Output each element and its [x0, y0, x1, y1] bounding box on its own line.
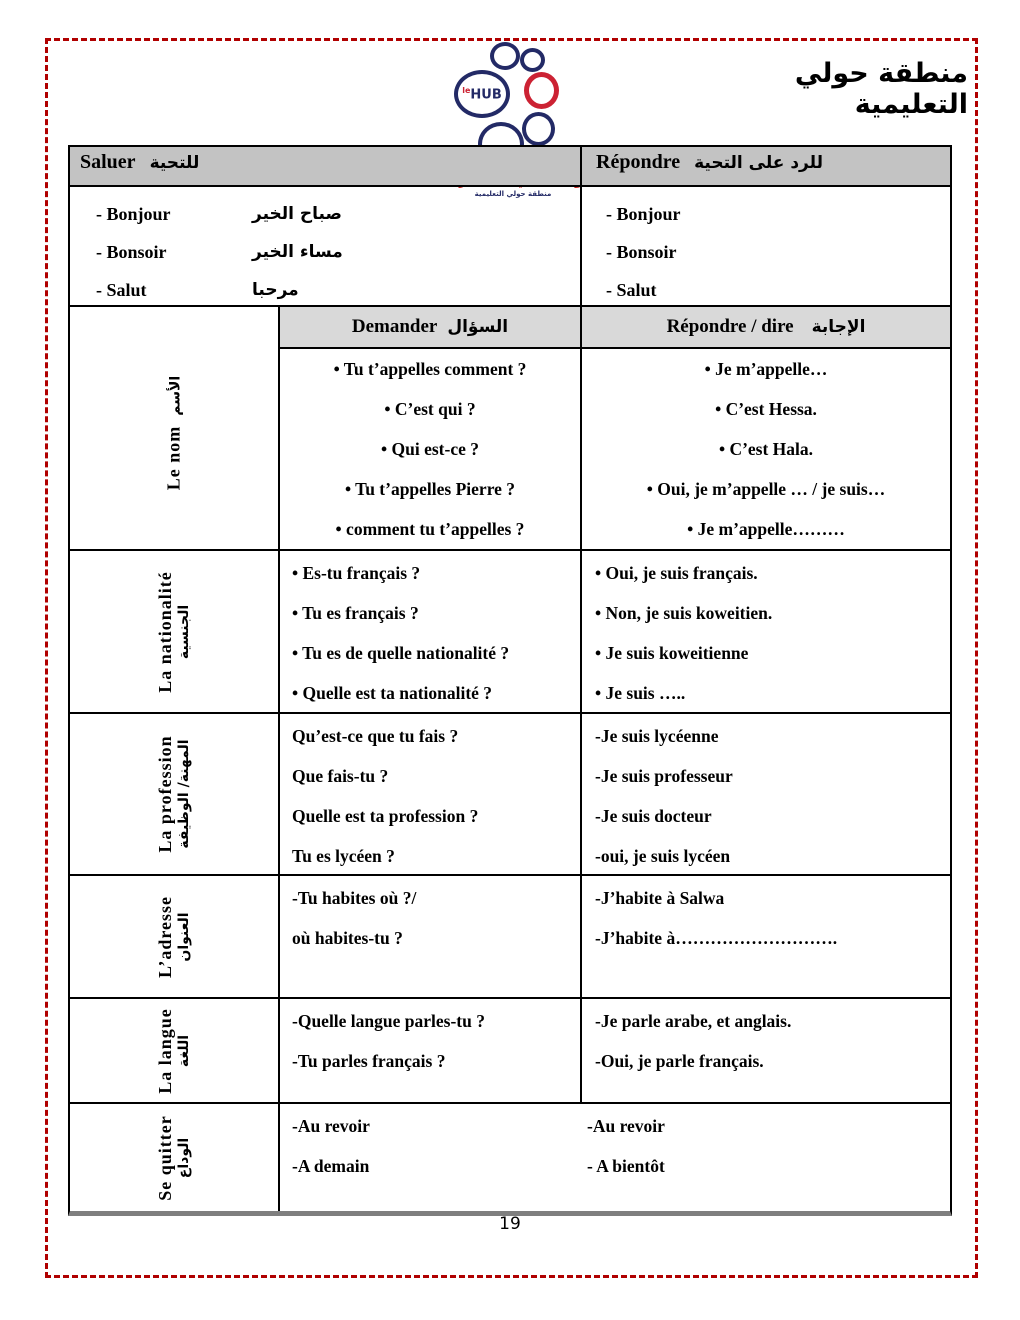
repondre-header: Répondre للرد على التحية	[596, 151, 823, 173]
answers-cell: -J’habite à Salwa -J’habite à……………………….	[595, 888, 838, 948]
section-la-langue	[70, 997, 950, 1102]
logo-hub-text: $^{le}$HUB	[462, 85, 502, 103]
vertical-label: La langue اللغة	[155, 1007, 192, 1094]
greeting-line: - Bonsoir مساء الخير	[96, 242, 343, 262]
questions-cell: -Quelle langue parles-tu ? -Tu parles français ?	[280, 999, 582, 1102]
section-se-quitter	[70, 1102, 950, 1211]
farewell-left-column: -Au revoir -A demain	[292, 1116, 370, 1176]
row-label-la-profession	[70, 714, 280, 874]
answers-cell: • Je m’appelle… • C’est Hessa. • C’est Hala. • Oui, je m’appelle … / je suis… • Je m’appelle………	[646, 359, 886, 539]
qa-header-row	[280, 307, 950, 349]
answers-cell: • Oui, je suis français. • Non, je suis koweitien. • Je suis koweitienne • Je suis …..	[595, 563, 773, 703]
greeting-header-row	[70, 147, 950, 187]
logo-subcaption: منطقة حولي التعليمية	[474, 190, 552, 198]
logo-circle-icon	[522, 112, 555, 146]
answers-cell: -Je parle arabe, et anglais. -Oui, je parle français.	[595, 1011, 792, 1071]
row-label-se-quitter	[70, 1104, 280, 1211]
reply-line: - Bonsoir	[606, 242, 677, 262]
vertical-label: Se quitter الوداع	[155, 1114, 192, 1201]
logo-red-circle-icon	[524, 72, 559, 109]
answers-cell: -Je suis lycéenne -Je suis professeur -Je suis docteur -oui, je suis lycéen	[595, 726, 733, 866]
greeting-table	[68, 145, 952, 305]
phrase-tables	[68, 145, 952, 1216]
vertical-label: Le nomالأسم	[163, 375, 184, 491]
questions-cell: • Es-tu français ? • Tu es français ? • Tu es de quelle nationalité ? • Quelle est ta nationalité ?	[280, 551, 582, 712]
greeting-replies	[582, 187, 950, 305]
section-la-nationalite	[70, 549, 950, 712]
demander-header: Demander السؤال	[280, 307, 582, 347]
page-number: 19	[499, 1214, 521, 1234]
greeting-body-row	[70, 187, 950, 305]
saluer-header: Saluer للتحية	[70, 147, 582, 185]
reply-line: - Bonjour	[606, 204, 681, 224]
logo-circle-icon	[490, 42, 520, 70]
farewell-right-column: -Au revoir - A bientôt	[587, 1116, 665, 1176]
reply-line: - Salut	[606, 280, 657, 300]
le-nom-content	[280, 349, 950, 549]
vertical-label: La profession المهنة/ الوظيفة	[155, 735, 192, 853]
section-le-nom	[70, 307, 950, 549]
vertical-label: L’adresse العنوان	[155, 895, 192, 978]
section-la-profession	[70, 712, 950, 874]
questions-cell: -Tu habites où ?/ où habites-tu ?	[280, 876, 582, 997]
greeting-line: - Salut مرحبا	[96, 280, 299, 300]
qa-table	[68, 305, 952, 1216]
district-title: منطقة حولي التعليمية	[794, 58, 968, 120]
row-label-l-adresse	[70, 876, 280, 997]
farewell-cell	[280, 1104, 950, 1211]
greeting-line: - Bonjour صباح الخير	[96, 204, 342, 224]
row-label-la-langue	[70, 999, 280, 1102]
greeting-phrases	[70, 187, 582, 305]
row-label-le-nom	[70, 307, 280, 549]
questions-cell: Qu’est-ce que tu fais ? Que fais-tu ? Quelle est ta profession ? Tu es lycéen ?	[280, 714, 582, 874]
row-label-la-nationalite	[70, 551, 280, 712]
repondre-dire-header: Répondre / dire الإجابة	[666, 316, 866, 337]
logo-hub-circle-icon	[454, 70, 510, 118]
questions-cell: • Tu t’appelles comment ? • C’est qui ? • Qui est-ce ? • Tu t’appelles Pierre ? • comment tu t’appelles ?	[280, 349, 582, 549]
section-l-adresse	[70, 874, 950, 997]
vertical-label: La nationalité الجنسية	[155, 570, 192, 693]
logo-circle-icon	[520, 48, 545, 72]
